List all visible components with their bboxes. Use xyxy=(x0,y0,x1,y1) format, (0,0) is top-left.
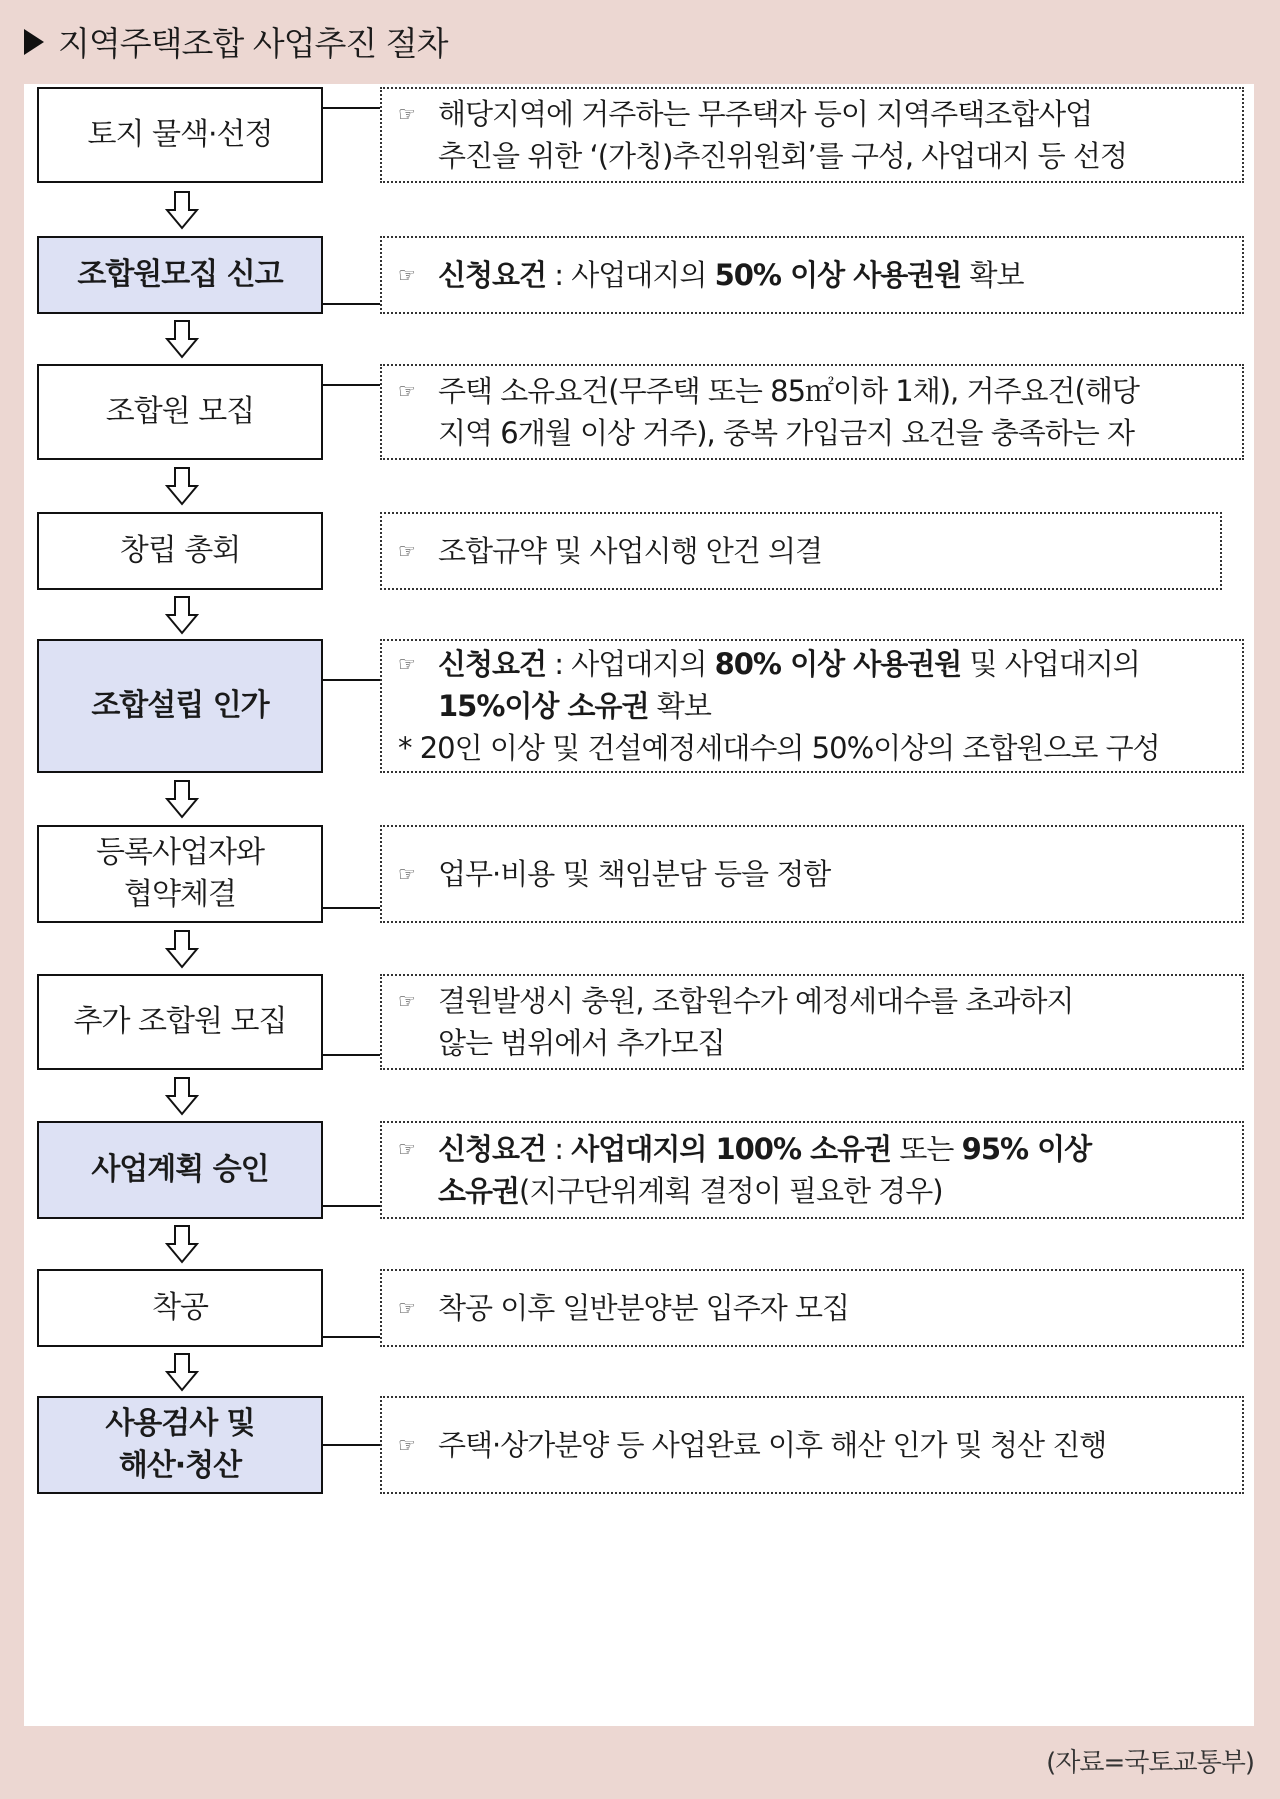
step-box: 조합원 모집 xyxy=(37,364,323,460)
step-box: 창립 총회 xyxy=(37,512,323,590)
connector-line xyxy=(323,1336,380,1338)
step-box: 등록사업자와 협약체결 xyxy=(37,825,323,923)
down-arrow-icon xyxy=(165,1224,199,1264)
pointing-hand-icon: ☞ xyxy=(398,102,415,126)
description-text: 않는 범위에서 추가모집 xyxy=(438,1026,725,1060)
description-text: 지역 6개월 이상 거주), 중복 가입금지 요건을 충족하는 자 xyxy=(438,416,1135,450)
emphasis-text: 15%이상 소유권 xyxy=(438,689,649,723)
step-description xyxy=(380,364,1244,460)
description-text: 해당지역에 거주하는 무주택자 등이 지역주택조합사업 xyxy=(438,97,1093,131)
emphasis-text: 신청요건 xyxy=(438,647,547,681)
description-text: 결원발생시 충원, 조합원수가 예정세대수를 초과하지 xyxy=(438,984,1074,1018)
down-arrow-icon xyxy=(165,190,199,230)
description-line xyxy=(398,853,1232,895)
down-arrow-icon xyxy=(165,1352,199,1392)
description-text: * 20인 이상 및 건설예정세대수의 50%이상의 조합원으로 구성 xyxy=(398,731,1160,765)
pointing-hand-icon: ☞ xyxy=(398,989,415,1013)
description-line xyxy=(398,1424,1232,1466)
step-description xyxy=(380,1121,1244,1219)
description-line xyxy=(398,980,1232,1022)
description-line xyxy=(398,643,1232,685)
connector-line xyxy=(323,303,380,305)
down-arrow-icon xyxy=(165,595,199,635)
emphasis-text: 소유권 xyxy=(438,1174,520,1208)
description-line xyxy=(398,1287,1232,1329)
down-arrow-icon xyxy=(165,779,199,819)
down-arrow-icon xyxy=(165,466,199,506)
description-line xyxy=(398,727,1232,769)
description-text: 및 사업대지의 xyxy=(961,647,1140,681)
step-box: 사용검사 및 해산·청산 xyxy=(37,1396,323,1494)
step-description xyxy=(380,236,1244,314)
down-arrow-icon xyxy=(165,319,199,359)
description-line xyxy=(398,685,1232,727)
step-box: 사업계획 승인 xyxy=(37,1121,323,1219)
emphasis-text: 80% 이상 사용권원 xyxy=(714,647,962,681)
step-description xyxy=(380,512,1222,590)
pointing-hand-icon: ☞ xyxy=(398,263,415,287)
source-caption: (자료=국토교통부) xyxy=(1046,1748,1254,1778)
description-text: 추진을 위한 ‘(가칭)추진위원회’를 구성, 사업대지 등 선정 xyxy=(438,139,1127,173)
description-line xyxy=(398,135,1232,177)
pointing-hand-icon: ☞ xyxy=(398,1137,415,1161)
description-line xyxy=(398,530,1210,572)
pointing-hand-icon: ☞ xyxy=(398,652,415,676)
diagram-header xyxy=(24,18,448,65)
description-text: 확보 xyxy=(648,689,711,723)
connector-line xyxy=(323,679,380,681)
description-line xyxy=(398,1170,1232,1212)
description-text: : 사업대지의 xyxy=(546,258,715,292)
description-text: 주택·상가분양 등 사업완료 이후 해산 인가 및 청산 진행 xyxy=(438,1428,1107,1462)
diagram-title: 지역주택조합 사업추진 절차 xyxy=(58,24,448,63)
description-line xyxy=(398,254,1232,296)
step-description xyxy=(380,87,1244,183)
description-text: 착공 이후 일반분양분 입주자 모집 xyxy=(438,1291,850,1325)
step-box: 추가 조합원 모집 xyxy=(37,974,323,1070)
step-description xyxy=(380,825,1244,923)
emphasis-text: 95% 이상 xyxy=(961,1132,1092,1166)
emphasis-text: 신청요건 xyxy=(438,1132,547,1166)
down-arrow-icon xyxy=(165,929,199,969)
description-text: : 사업대지의 xyxy=(546,647,715,681)
emphasis-text: 신청요건 xyxy=(438,258,547,292)
step-box: 조합설립 인가 xyxy=(37,639,323,773)
triangle-bullet-icon xyxy=(24,29,44,55)
pointing-hand-icon: ☞ xyxy=(398,539,415,563)
connector-line xyxy=(323,1444,380,1446)
description-text: : xyxy=(546,1132,572,1166)
connector-line xyxy=(323,384,380,386)
description-line xyxy=(398,370,1232,412)
description-text: 확보 xyxy=(961,258,1024,292)
step-description xyxy=(380,1269,1244,1347)
step-description xyxy=(380,1396,1244,1494)
step-box: 토지 물색·선정 xyxy=(37,87,323,183)
description-line xyxy=(398,1128,1232,1170)
connector-line xyxy=(323,1054,380,1056)
connector-line xyxy=(323,107,380,109)
step-box: 착공 xyxy=(37,1269,323,1347)
emphasis-text: 50% 이상 사용권원 xyxy=(714,258,962,292)
emphasis-text: 사업대지의 100% 소유권 xyxy=(571,1132,892,1166)
description-text: 조합규약 및 사업시행 안건 의결 xyxy=(438,534,823,568)
description-text: 또는 xyxy=(891,1132,962,1166)
description-text: 주택 소유요건(무주택 또는 85㎡이하 1채), 거주요건(해당 xyxy=(438,374,1139,408)
description-line xyxy=(398,93,1232,135)
description-text: 업무·비용 및 책임분담 등을 정함 xyxy=(438,857,831,891)
connector-line xyxy=(323,907,380,909)
pointing-hand-icon: ☞ xyxy=(398,1433,415,1457)
description-line xyxy=(398,412,1232,454)
pointing-hand-icon: ☞ xyxy=(398,379,415,403)
step-description xyxy=(380,974,1244,1070)
down-arrow-icon xyxy=(165,1076,199,1116)
procedure-panel xyxy=(24,84,1254,1726)
pointing-hand-icon: ☞ xyxy=(398,1296,415,1320)
connector-line xyxy=(323,1205,380,1207)
description-text: (지구단위계획 결정이 필요한 경우) xyxy=(519,1174,943,1208)
step-box: 조합원모집 신고 xyxy=(37,236,323,314)
pointing-hand-icon: ☞ xyxy=(398,862,415,886)
step-description xyxy=(380,639,1244,773)
description-line xyxy=(398,1022,1232,1064)
